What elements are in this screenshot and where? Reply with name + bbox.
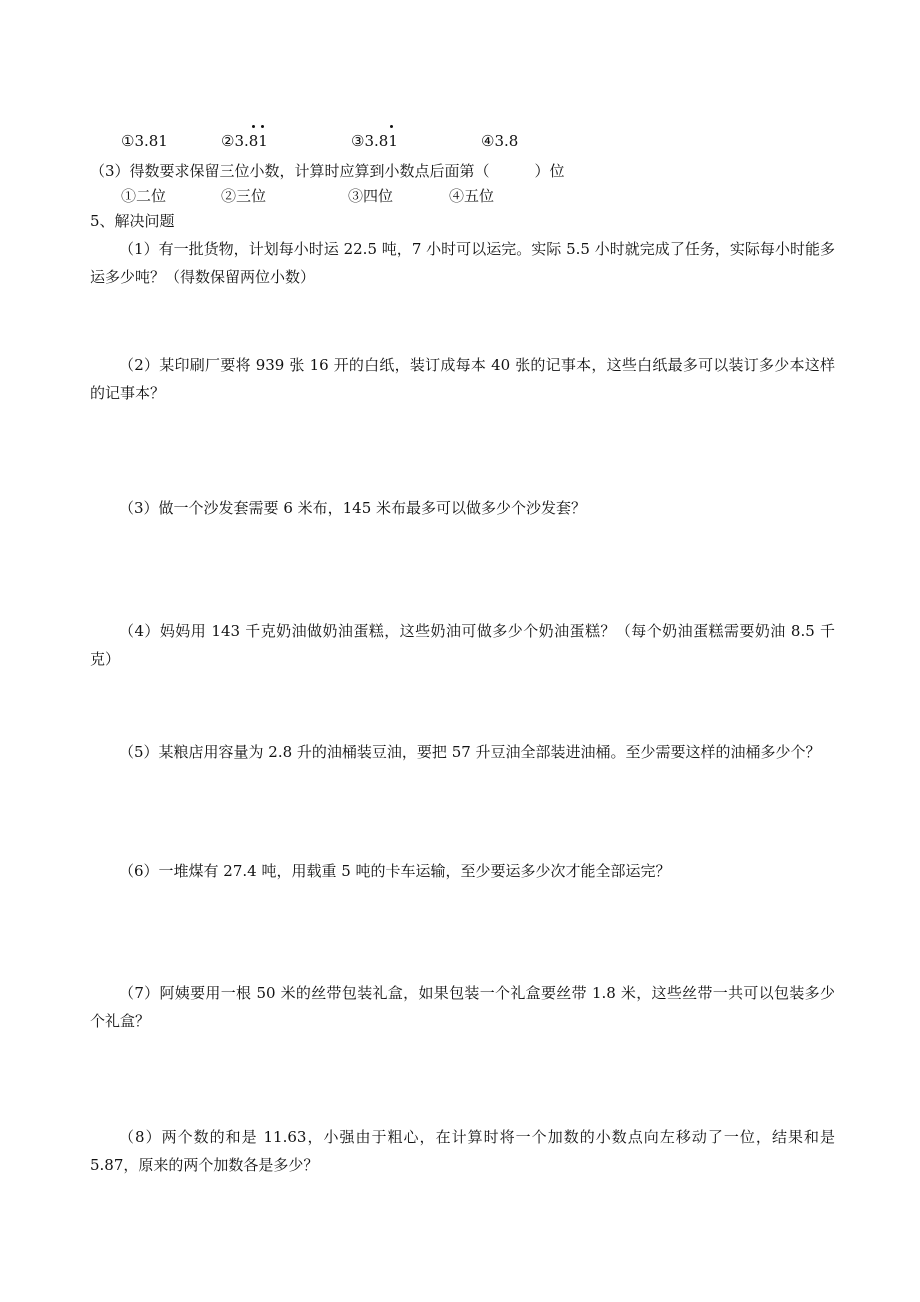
option-2-repeating-digits: 81 — [249, 132, 268, 150]
q4-3-options — [121, 187, 581, 207]
option-3: ③四位 — [348, 187, 394, 205]
problem-1: （1）有一批货物，计划每小时运 22.5 吨，7 小时可以运完。实际 5.5 小时就完成了任务，实际每小时能多运多少吨？（得数保留两位小数） — [90, 240, 835, 286]
q4-options-row — [121, 132, 641, 152]
q4-3-stem: （3）得数要求保留三位小数，计算时应算到小数点后面第（ ）位 — [90, 162, 565, 180]
option-2-prefix: ②3. — [221, 132, 249, 150]
option-1: ①3.81 — [121, 132, 168, 150]
option-1: ①二位 — [121, 187, 167, 205]
section-title: 5、解决问题 — [90, 212, 175, 230]
repeat-dot — [390, 125, 393, 128]
problem-5: （5）某粮店用容量为 2.8 升的油桶装豆油，要把 57 升豆油全部装进油桶。至少需要这样的油桶多少个？ — [119, 743, 821, 761]
problem-4: （4）妈妈用 143 千克奶油做奶油蛋糕，这些奶油可做多少个奶油蛋糕？（每个奶油蛋糕需要奶油 8.5 千克） — [90, 622, 835, 668]
option-3-digit: 8 — [378, 132, 389, 150]
option-2: ②三位 — [221, 187, 267, 205]
option-3-prefix: ③3. — [351, 132, 379, 150]
option-4: ④五位 — [449, 187, 495, 205]
repeat-dot — [261, 125, 264, 128]
problem-2: （2）某印刷厂要将 939 张 16 开的白纸，装订成每本 40 张的记事本，这些白纸最多可以装订多少本这样的记事本？ — [90, 356, 835, 402]
option-4: ④3.8 — [481, 132, 519, 150]
problem-3: （3）做一个沙发套需要 6 米布，145 米布最多可以做多少个沙发套？ — [119, 499, 587, 517]
option-3 — [351, 132, 398, 150]
problem-8: （8）两个数的和是 11.63，小强由于粗心，在计算时将一个加数的小数点向左移动了一位，结果和是 5.87，原来的两个加数各是多少？ — [90, 1128, 835, 1174]
problem-6: （6）一堆煤有 27.4 吨，用载重 5 吨的卡车运输，至少要运多少次才能全部运完？ — [119, 862, 671, 880]
repeat-dot — [252, 125, 255, 128]
option-3-repeating-digit: 1 — [388, 132, 398, 150]
problem-7: （7）阿姨要用一根 50 米的丝带包装礼盒，如果包装一个礼盒要丝带 1.8 米，这些丝带一共可以包装多少个礼盒？ — [90, 984, 835, 1030]
option-2 — [221, 132, 268, 150]
